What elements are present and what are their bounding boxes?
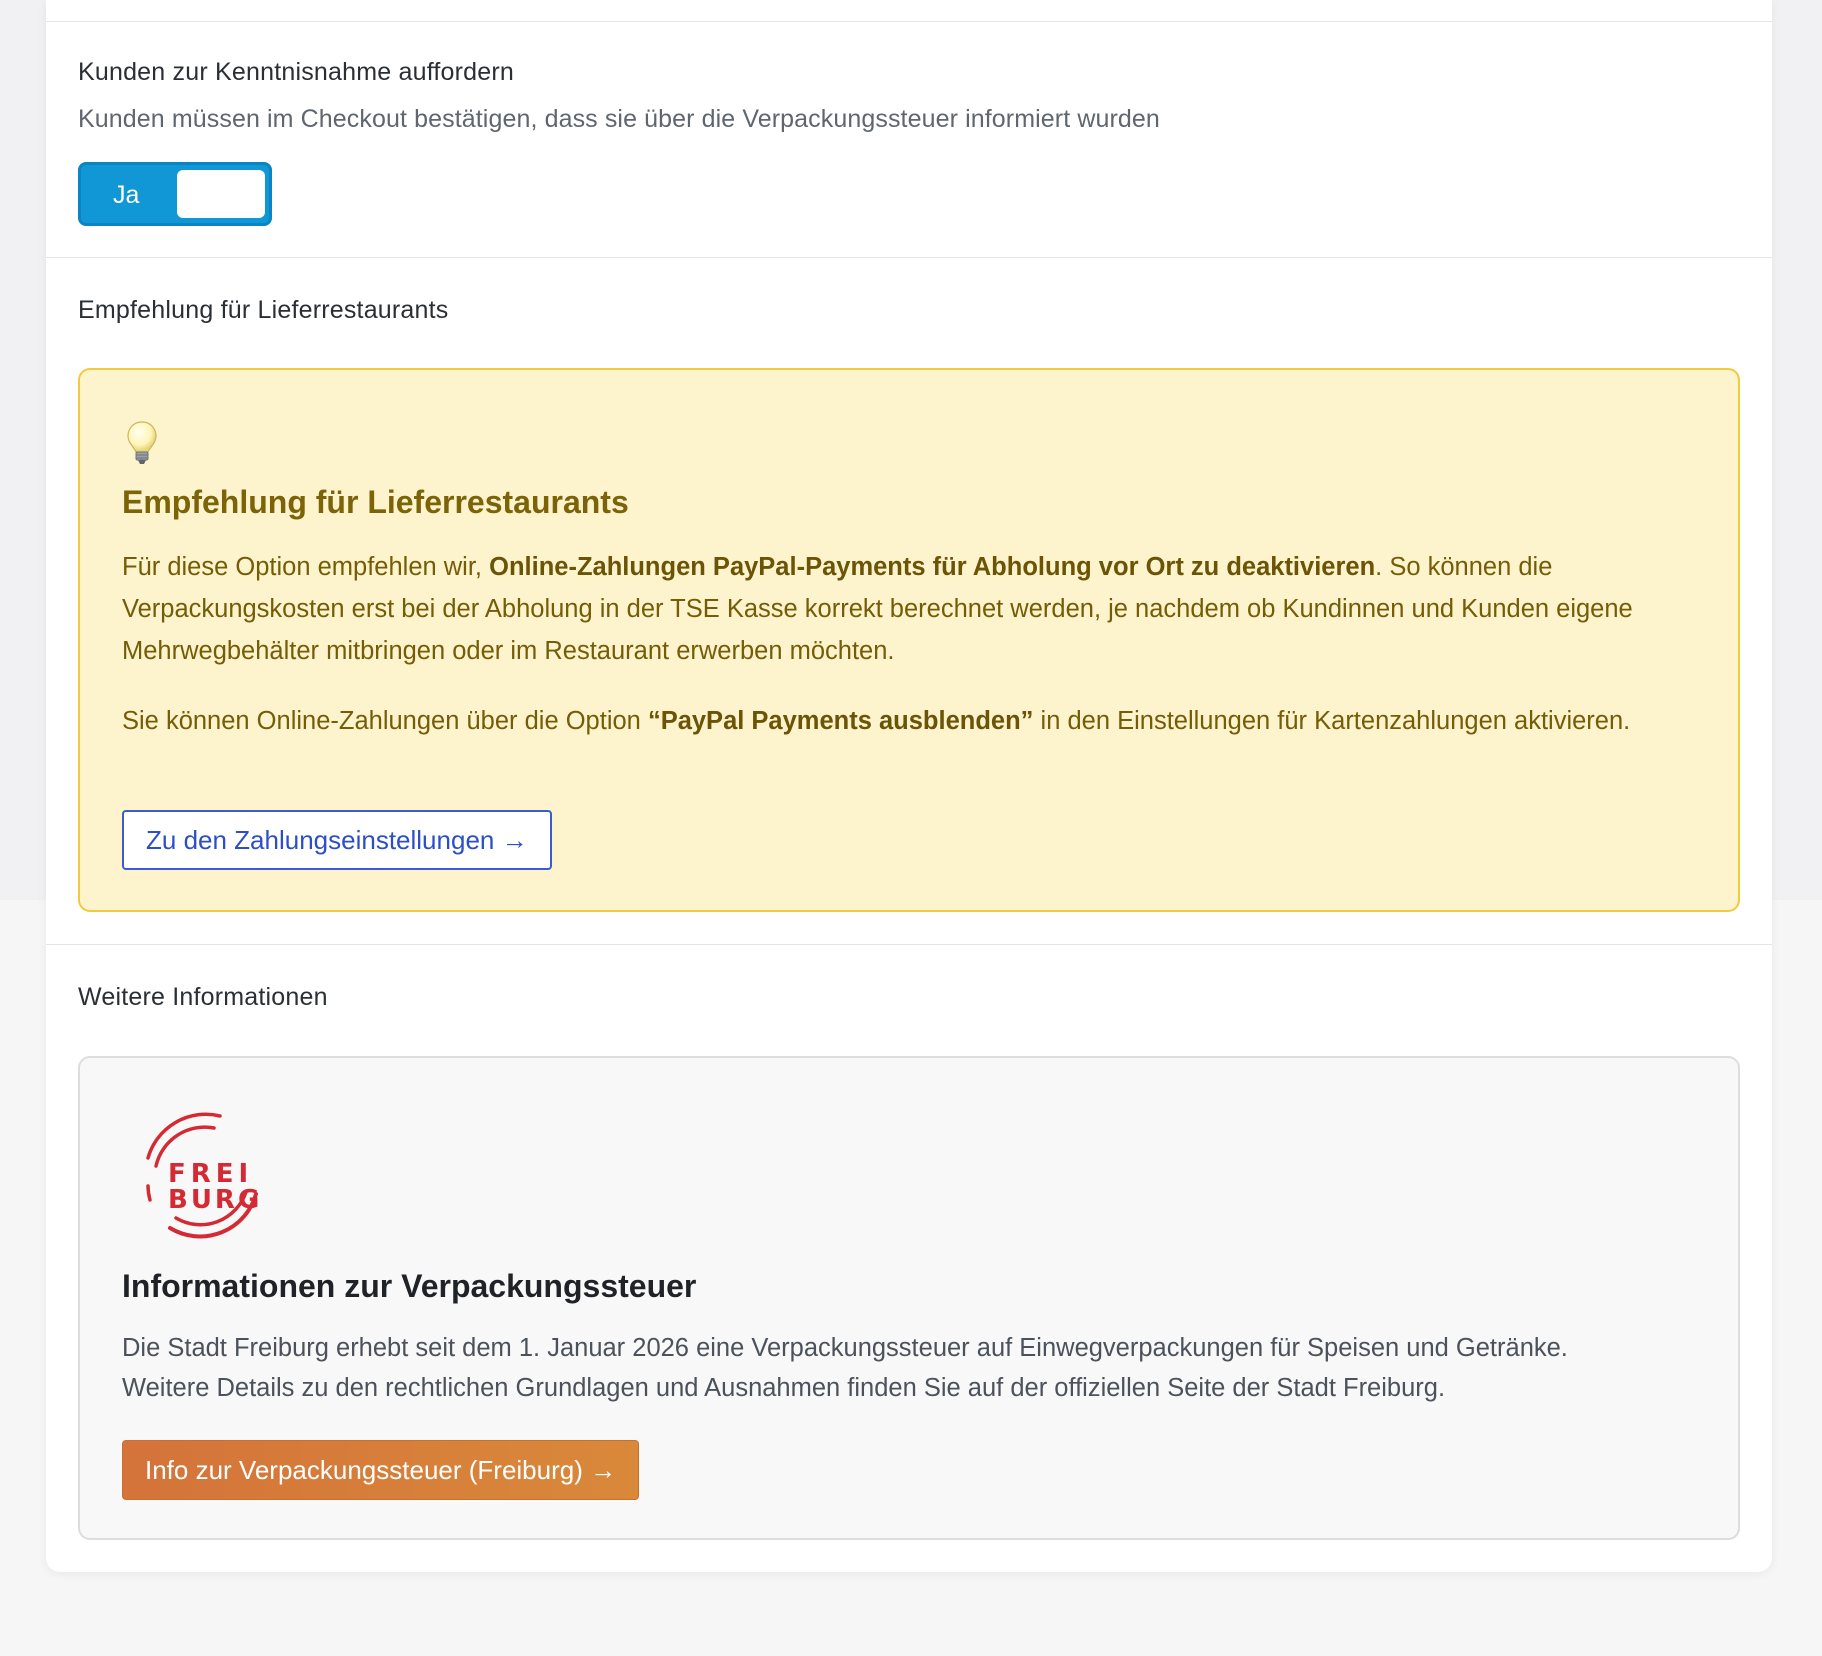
info-section-heading: Weitere Informationen <box>78 983 328 1011</box>
paragraph-emphasis: “PayPal Payments ausblenden” <box>647 707 1034 735</box>
info-callout <box>78 1056 1740 1540</box>
paragraph-emphasis: Online-Zahlungen PayPal-Payments für Abholung vor Ort zu deaktivieren <box>489 553 1376 581</box>
info-text <box>122 1328 1722 1408</box>
recommendation-section-heading: Empfehlung für Lieferrestaurants <box>78 296 449 324</box>
toggle-knob <box>177 170 265 218</box>
toggle-label: Ja <box>113 181 140 209</box>
paragraph-text: Für diese Option empfehlen wir, <box>122 553 490 581</box>
lightbulb-icon <box>126 420 158 468</box>
recommendation-section <box>78 296 1740 325</box>
logo-text-line2: BURG <box>168 1185 263 1215</box>
acknowledgement-description: Kunden müssen im Checkout bestätigen, dass sie über die Verpackungssteuer informiert wurden <box>78 105 1160 133</box>
info-text-line: Die Stadt Freiburg erhebt seit dem 1. Januar 2026 eine Verpackungssteuer auf Einwegverpackungen für Speisen und Getränke. <box>122 1334 1568 1362</box>
paragraph-text: Sie können Online-Zahlungen über die Option <box>122 707 648 735</box>
acknowledgement-section <box>78 58 1740 134</box>
payment-settings-button[interactable]: Zu den Zahlungseinstellungen → <box>122 810 552 870</box>
recommendation-callout <box>78 368 1740 912</box>
freiburg-info-button[interactable]: Info zur Verpackungssteuer (Freiburg) → <box>122 1440 639 1500</box>
acknowledgement-toggle[interactable] <box>78 162 272 226</box>
recommendation-paragraph-2 <box>122 700 1702 742</box>
divider <box>46 21 1772 22</box>
divider <box>46 257 1772 258</box>
info-section <box>78 983 1740 1012</box>
acknowledgement-heading: Kunden zur Kenntnisnahme auffordern <box>78 58 515 86</box>
paragraph-text: . So können die Verpackungskosten erst bei der Abholung in der TSE Kasse korrekt berechnet werden, je nachdem ob Kundinnen und Kunden eigene Mehrwegbehälter mitbringen oder im Restaurant erwerben möchten. <box>122 553 1633 665</box>
settings-card <box>46 0 1772 1572</box>
divider <box>46 944 1772 945</box>
info-title: Informationen zur Verpackungssteuer <box>122 1268 697 1304</box>
logo-text-line1: FREI <box>168 1159 254 1189</box>
info-text-line: Weitere Details zu den rechtlichen Grundlagen und Ausnahmen finden Sie auf der offiziellen Seite der Stadt Freiburg. <box>122 1374 1446 1402</box>
recommendation-title: Empfehlung für Lieferrestaurants <box>122 484 629 520</box>
freiburg-logo <box>128 1108 278 1248</box>
paragraph-text: in den Einstellungen für Kartenzahlungen aktivieren. <box>1033 707 1631 735</box>
recommendation-paragraph-1 <box>122 546 1702 672</box>
